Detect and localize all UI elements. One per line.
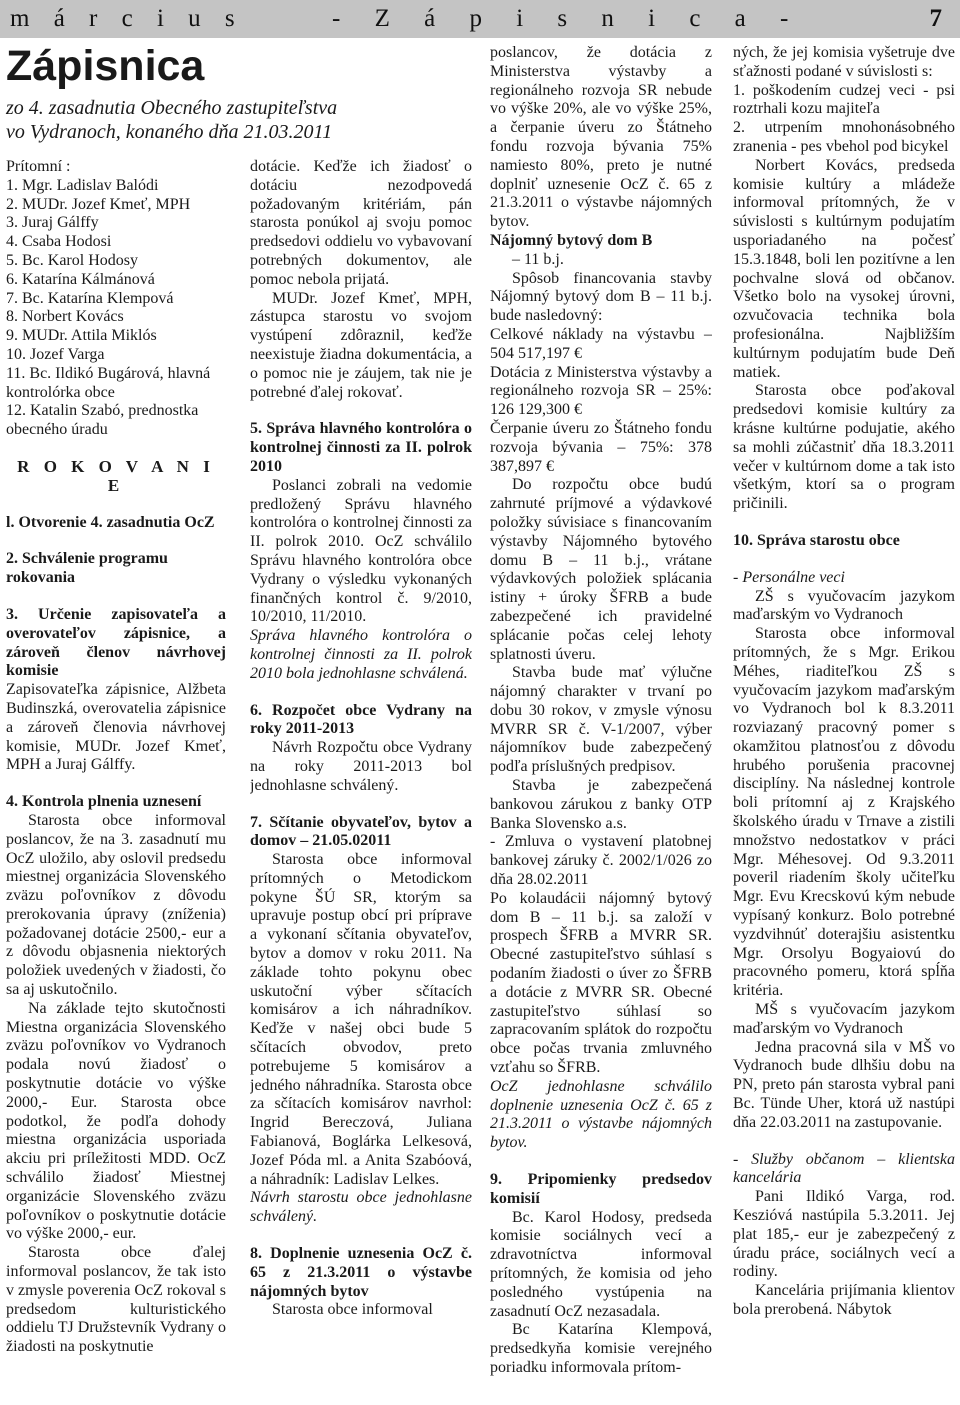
attendee-5: 5. Bc. Karol Hodosy	[6, 251, 138, 269]
section-4-paragraph-2: Na základe tejto skutočnosti Miestna organizácia Slovenského zväzu poľovníkov vo Vydranoch podala novú žiadosť o poskytnutie dotácie vo výške 2000,- Eur. Starosta obce podotkol, že podľa dohody miestna organizácia usporiada akciu pri príležitosti MDD. OcZ schválilo žiadosť Miestnej organizácie Slovenského zväzu poľovníkov o poskytnutie dotácie vo výške 2000,- eur.	[6, 999, 226, 1243]
col3-paragraph-7: Po kolaudácii nájomný bytový dom B – 11 b.j. sa založí v prospech ŠFRB a MVRR SR. Obecné zastupiteľstvo súhlasí s podaním žiadosti o úver zo ŠFRB a dotácie z MVRR SR. Obecné zastupiteľstvo súhlasí so zapracovaním splátok do rozpočtu obce počas trvania zmluvného vzťahu so ŠFRB.	[490, 889, 712, 1077]
financing-total: Celkové náklady na výstavbu – 504 517,197 €	[490, 325, 712, 362]
attendee-10: 10. Jozef Varga	[6, 345, 105, 363]
header-title: - Z á p i s n i c a -	[332, 5, 803, 32]
subtitle-line-1: zo 4. zasadnutia Obecného zastupiteľstva	[6, 97, 338, 119]
section-9-title: 9. Pripomienky predsedov komisií	[490, 1171, 712, 1207]
attendee-12: 12. Katalin Szabó, prednostka obecného úradu	[6, 402, 199, 439]
col4-paragraph-2: 1. poškodením cudzej veci - psi roztrhali kozu majiteľa	[733, 81, 955, 118]
services-heading: - Služby občanom – klientska kancelária	[733, 1150, 955, 1187]
section-3-text: Zapisovateľka zápisnice, Alžbeta Budinszká, overovatelia zápisnice a zároveň členovia návrhovej komisie, MUDr. Jozef Kmeť, MPH a Juraj Gálffy.	[6, 681, 226, 774]
section-5-paragraph-1: Poslanci zobrali na vedomie predložený Správu hlavného kontrolóra o kontrolnej činnosti za II. polrok 2010. OcZ schválilo Správu hlavného kontrolóra obce Vydrany o výsledku vykonaných finančných kontrol č. 9/2010, 10/2010, 11/2010.	[250, 476, 472, 626]
col4-paragraph-9: Kancelária prijímania klientov bola prerobená. Nábytok	[733, 1282, 955, 1318]
col3-paragraph-6: - Zmluva o vystavení platobnej bankovej záruky č. 2002/1/026 zo dňa 28.02.2011	[490, 833, 712, 889]
section-7-title: 7. Sčítanie obyvateľov, bytov a domov – 21.05.02011	[250, 813, 472, 850]
dom-b-title: Nájomný bytový dom B	[490, 231, 653, 249]
section-9-paragraph-2: Bc Katarína Klempová, predsedkyňa komisie verejného poriadku informovala prítom-	[490, 1321, 712, 1376]
personnel-heading: - Personálne veci	[733, 568, 845, 586]
section-4-paragraph-3: Starosta obce ďalej informoval poslancov, že tak isto v zmysle poverenia OcZ rokoval s predsedom kulturistického oddielu TJ Družstevník Vydrany o žiadosti na poskytnutie	[6, 1244, 226, 1356]
rokovanie-heading: R O K O V A N I E	[17, 456, 215, 495]
column-1	[6, 158, 226, 1398]
attendee-7: 7. Bc. Katarína Klempová	[6, 289, 174, 307]
attendee-8: 8. Norbert Kovács	[6, 308, 124, 326]
section-10-title: 10. Správa starostu obce	[733, 531, 900, 549]
section-8-title: 8. Doplnenie uznesenia OcZ č. 65 z 21.3.2011 o výstavbe nájomných bytov	[250, 1245, 472, 1300]
section-8-paragraph-1: Starosta obce informoval	[272, 1301, 433, 1319]
col3-paragraph-1: poslancov, že dotácia z Ministerstva výstavby a regionálneho rozvoja SR nebude vo výške 20%, ale vo výške 25%, a čerpanie úveru zo Štátneho fondu rozvoja bývania 75% namiesto 80%, preto je nutné doplniť uznesenie OcZ č. 65 z 21.3.2011 o výstavbe nájomných bytov.	[490, 44, 712, 231]
document-title: Zápisnica	[6, 42, 205, 90]
column-2	[250, 158, 472, 1398]
col4-paragraph-6: Starosta obce informoval prítomných, že s Mgr. Erikou Méhes, riaditeľkou ZŠ s vyučovacím jazykom maďarským vo Vydranoch bol k 8.3.2011 rozviazaný pracovný pomer s okamžitou platnosťou z dôvodu hrubého porušenia pracovnej disciplíny. Na následnej kontrole boli prítomní aj z Krajského školského úradu v Trnave a zistili množstvo nedostatkov v práci Mgr. Méhesovej. Od 9.3.2011 poveril riadením školy učiteľku Mgr. Evu Krecskovú kým nebude vypísaný konkurz. Bolo potrebné vyzdvihnúť doterajšiu asistentku Mgr. Orsolyu Bogyaiovú do pracovného pomeru, ktorá spĺňa kritéria.	[733, 625, 955, 1000]
header-month: m á r c i u s	[10, 5, 244, 32]
section-7-paragraph-2: Návrh starostu obce jednohlasne schválený.	[250, 1189, 472, 1226]
section-2-title: 2. Schválenie programu rokovania	[6, 550, 168, 587]
zs-heading: ZŠ s vyučovacím jazykom maďarským vo Vydranoch	[733, 587, 955, 624]
col3-paragraph-4: Stavba bude mať výlučne nájomný charakter v trvaní po dobu 30 rokov, v zmysle výnosu MVRR SR č. V-1/2007, výber nájomníkov bude zabezpečený podľa príslušných predpisov.	[490, 664, 712, 776]
page-number: 7	[929, 5, 942, 32]
financing-subsidy: Dotácia z Ministerstva výstavby a regionálneho rozvoja SR – 25%: 126 129,300 €	[490, 363, 712, 419]
section-3-title: 3. Určenie zapisovateľa a overovateľov zápisnice, a zároveň členov návrhovej komisie	[6, 605, 226, 680]
col3-paragraph-3: Do rozpočtu obce budú zahrnuté príjmové a výdavkové položky súvisiace s financovaním výstavby Nájomného bytového domu B – 11 b.j., vrátane výdavkových položiek splácania istiny + úroky ŠFRB a bude zabezpečené ich pravidelné splácanie počas celej lehoty splatnosti úveru.	[490, 476, 712, 663]
attendee-9: 9. MUDr. Attila Miklós	[6, 327, 157, 345]
attendee-1: 1. Mgr. Ladislav Balódi	[6, 176, 159, 194]
col2-paragraph-2: MUDr. Jozef Kmeť, MPH, zástupca starostu vo svojom vystúpení zdôraznil, keďže neexistuje žiadna dokumentácia, a o pomoc nie je záujem, tak nie je potrebné ďalej rokovať.	[250, 289, 472, 401]
section-5-title: 5. Správa hlavného kontrolóra o kontrolnej činnosti za II. polrok 2010	[250, 420, 472, 475]
col4-paragraph-7: Jedna pracovná sila v MŠ vo Vydranoch bude dlhšiu dobu na PN, preto pán starosta vybral pani Bc. Tünde Uher, ktorá už nastúpi dňa 22.03.2011 na zastupovanie.	[733, 1038, 955, 1131]
col4-paragraph-3: 2. utrpením mnohonásobného zranenia - pes vbehol pod bicykel	[733, 119, 955, 155]
section-6-title: 6. Rozpočet obce Vydrany na roky 2011-2013	[250, 701, 472, 738]
col2-paragraph-1: dotácie. Keďže ich žiadosť o dotáciu nezodpovedá požadovaným kritériám, pán starosta ponúkol aj svoju pomoc predsedovi oddielu vo vybavovaní potrebných dokumentov, ale pomoc nebola prijatá.	[250, 158, 472, 288]
financing-loan: Čerpanie úveru zo Štátneho fondu rozvoja bývania – 75%: 378 387,897 €	[490, 419, 712, 475]
col4-paragraph-5: Starosta obce poďakoval predsedovi komisie kultúry za krásne kultúrne podujatie, akého sa mohli zúčastniť dňa 18.3.2011 večer v kultúrnom dome a tak isto všetkým, ktorí sa o program pričinili.	[733, 382, 955, 513]
financing-intro: Spôsob financovania stavby Nájomný bytový dom B – 11 b.j. bude nasledovný:	[490, 269, 712, 325]
page-header-bar	[0, 0, 960, 38]
col3-paragraph-5: Stavba je zabezpečená bankovou zárukou z banky OTP Banka Slovensko a.s.	[490, 777, 712, 832]
col4-paragraph-1: ných, že jej komisia vyšetruje dve sťažnosti podané v súvislosti s:	[733, 44, 955, 80]
section-4-paragraph-1: Starosta obce informoval poslancov, že na 3. zasadnutí mu OcZ uložilo, aby oslovil predsedu miestnej organizácia Slovenského zväzu poľovníkov z dôvodu prerokovania úpravy (zníženia) požadovanej dotácie 2500,- eur a z dôvodu objasnenia niektorých položiek uvedených v žiadosti, čo sa aj uskutočnilo.	[6, 811, 226, 999]
col4-paragraph-4: Norbert Kovács, predseda komisie kultúry a mládeže informoval prítomných, že v súvislosti s kultúrnym podujatím usporiadaného na počesť 15.3.1848, boli len pozitívne a len pochvalne slová od občanov. Všetko bolo na vysokej úrovni, ozvučovacia technika bola profesionálna. Najbližším kultúrnym podujatím bude Deň matiek.	[733, 156, 955, 381]
section-5-paragraph-2: Správa hlavného kontrolóra o kontrolnej činnosti za II. polrok 2010 bola jednohlasne schválená.	[250, 627, 472, 682]
attendee-3: 3. Juraj Gálffy	[6, 214, 99, 232]
section-1-title: l. Otvorenie 4. zasadnutia OcZ	[6, 513, 215, 531]
attendee-2: 2. MUDr. Jozef Kmeť, MPH	[6, 195, 191, 213]
subtitle-line-2: vo Vydranoch, konaného dňa 21.03.2011	[6, 121, 333, 143]
dom-b-subtitle: – 11 b.j.	[512, 250, 564, 268]
section-4-title: 4. Kontrola plnenia uznesení	[6, 793, 202, 811]
document-subtitle	[6, 96, 456, 144]
section-9-paragraph-1: Bc. Karol Hodosy, predseda komisie sociálnych vecí a zdravotníctva informoval prítomných, že komisia od jeho posledného vystúpenia na zasadnutí OcZ nezasadala.	[490, 1208, 712, 1320]
section-6-paragraph-1: Návrh Rozpočtu obce Vydrany na roky 2011-2013 bol jednohlasne schválený.	[250, 739, 472, 794]
attendee-6: 6. Katarína Kálmánová	[6, 270, 155, 288]
column-3	[490, 44, 712, 1398]
ms-heading: MŠ s vyučovacím jazykom maďarským vo Vydranoch	[733, 1001, 955, 1037]
column-4	[733, 44, 955, 1398]
attendee-4: 4. Csaba Hodosi	[6, 233, 112, 251]
attendee-11: 11. Bc. Ildikó Bugárová, hlavná kontrolórka obce	[6, 364, 211, 401]
col4-paragraph-8: Pani Ildikó Varga, rod. Keszióvá nastúpila 5.3.2011. Jej plat 185,- eur je zabezpečený z úradu práce, sociálnych vecí a rodiny.	[733, 1188, 955, 1281]
section-7-paragraph-1: Starosta obce informoval prítomných o Metodickom pokyne ŠÚ SR, ktorým sa upravuje postup obcí pri príprave a vykonaní sčítania obyvateľov, bytov a domov v roku 2011. Na základe tohto pokynu obec uskutoční výber sčítacích komisárov a ich náhradníkov. Keďže v našej obci bude 5 sčítacích obvodov, preto potrebujeme 5 komisárov a jedného náhradníka. Starosta obce za sčítacích komisárov navrhol: Ingrid Bereczová, Juliana Fabianová, Boglárka Lelkesová, Jozef Póda ml. a Anita Szabóová, a náhradník: Ladislav Lelkes.	[250, 851, 472, 1188]
col3-paragraph-8: OcZ jednohlasne schválilo doplnenie uznesenia OcZ č. 65 z 21.3.2011 o výstavbe nájomných bytov.	[490, 1077, 712, 1152]
attendance-label: Prítomní :	[6, 158, 71, 175]
